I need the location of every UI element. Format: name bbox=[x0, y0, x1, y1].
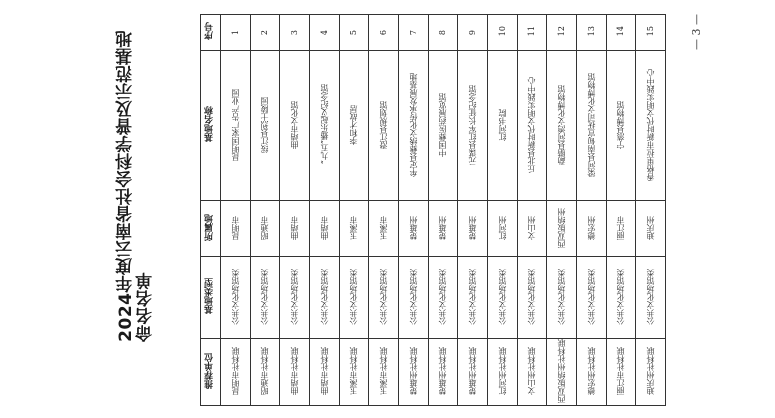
cell-location: 楚雄州 bbox=[398, 201, 428, 257]
row-name bbox=[201, 51, 666, 201]
cell-type: 公共文化场馆类 bbox=[547, 257, 577, 339]
cell-type: 公共文化场馆类 bbox=[517, 257, 547, 339]
cell-location: 曲靖市 bbox=[309, 201, 339, 257]
cell-type: 公共文化场馆类 bbox=[428, 257, 458, 339]
cell-name: 勐腊县河湾文化博物馆 bbox=[547, 51, 577, 201]
cell-name: 澄江县规划馆 bbox=[369, 51, 399, 201]
header-name: 基地名称 bbox=[201, 51, 221, 201]
cell-index: 1 bbox=[221, 15, 251, 51]
cell-recommender: 楚雄州社科联 bbox=[398, 339, 428, 406]
cell-index: 7 bbox=[398, 15, 428, 51]
cell-type: 公共文化场馆类 bbox=[309, 257, 339, 339]
cell-recommender: 西双版纳州社科联 bbox=[547, 339, 577, 406]
cell-location: 昆明市 bbox=[221, 201, 251, 257]
cell-recommender: 昭通市社科联 bbox=[250, 339, 280, 406]
cell-name: 香格里拉市新时代文明实践中心 bbox=[636, 51, 666, 201]
page-number: — 3 — bbox=[690, 14, 703, 50]
header-type: 基地类型 bbox=[201, 257, 221, 339]
cell-type: 公共文化场馆类 bbox=[636, 257, 666, 339]
cell-recommender: 曲靖市社科联 bbox=[309, 339, 339, 406]
cell-name: 绥江县烈士陵园 bbox=[250, 51, 280, 201]
cell-recommender: 玉溪市社科联 bbox=[339, 339, 369, 406]
header-index: 序号 bbox=[201, 15, 221, 51]
cell-type: 公共文化场馆类 bbox=[339, 257, 369, 339]
cell-name: 昆明国家广告产业园 bbox=[221, 51, 251, 201]
cell-index: 15 bbox=[636, 15, 666, 51]
title-line-1: 2024年度云南省社会科学普及示范基地 bbox=[116, 30, 136, 342]
cell-type: 公共文化场馆类 bbox=[487, 257, 517, 339]
cell-index: 5 bbox=[339, 15, 369, 51]
cell-name: 红河书院 bbox=[487, 51, 517, 201]
cell-index: 13 bbox=[576, 15, 606, 51]
cell-index: 3 bbox=[280, 15, 310, 51]
cell-type: 公共文化场馆类 bbox=[250, 257, 280, 339]
cell-location: 文山州 bbox=[517, 201, 547, 257]
cell-location: 德宏州 bbox=[576, 201, 606, 257]
cell-recommender: 昆明市社科联 bbox=[221, 339, 251, 406]
cell-index: 4 bbox=[309, 15, 339, 51]
cell-type: 公共文化场馆类 bbox=[458, 257, 488, 339]
cell-index: 14 bbox=[606, 15, 636, 51]
cell-index: 8 bbox=[428, 15, 458, 51]
cell-index: 11 bbox=[517, 15, 547, 51]
cell-type: 公共文化场馆类 bbox=[576, 257, 606, 339]
cell-recommender: 曲靖市社科联 bbox=[280, 339, 310, 406]
cell-location: 玉溪市 bbox=[369, 201, 399, 257]
cell-recommender: 玉溪市社科联 bbox=[369, 339, 399, 406]
cell-type: 公共文化场馆类 bbox=[221, 257, 251, 339]
base-list-table bbox=[200, 14, 666, 406]
document-title bbox=[116, 30, 156, 342]
cell-name: 梁河县南甸宣抚司文化博物馆 bbox=[576, 51, 606, 201]
cell-location: 楚雄州 bbox=[428, 201, 458, 257]
cell-name: 元谋县红军长征纪念馆 bbox=[458, 51, 488, 201]
cell-name: 李和才故居 bbox=[339, 51, 369, 201]
row-location bbox=[201, 201, 666, 257]
cell-name: 中国彝医药展览馆 bbox=[428, 51, 458, 201]
cell-type: 公共文化场馆类 bbox=[369, 257, 399, 339]
cell-location: 红河州 bbox=[487, 201, 517, 257]
cell-location: 迪庆州 bbox=[636, 201, 666, 257]
cell-location: 楚雄州 bbox=[458, 201, 488, 257]
cell-type: 公共文化场馆类 bbox=[398, 257, 428, 339]
cell-recommender: 楚雄州社科联 bbox=[458, 339, 488, 406]
cell-recommender: 丽江市社科联 bbox=[606, 339, 636, 406]
cell-index: 12 bbox=[547, 15, 577, 51]
cell-location: 昭通市 bbox=[250, 201, 280, 257]
header-recommender: 推荐单位 bbox=[201, 339, 221, 406]
cell-index: 6 bbox=[369, 15, 399, 51]
cell-recommender: 文山州社科联 bbox=[517, 339, 547, 406]
cell-name: “九五”播乐起义纪念馆 bbox=[309, 51, 339, 201]
cell-index: 2 bbox=[250, 15, 280, 51]
cell-location: 西双版纳州 bbox=[547, 201, 577, 257]
base-list-table-wrapper bbox=[200, 14, 666, 403]
cell-index: 10 bbox=[487, 15, 517, 51]
cell-type: 公共文化场馆类 bbox=[280, 257, 310, 339]
cell-recommender: 德宏州社科联 bbox=[576, 339, 606, 406]
cell-recommender: 迪庆州社科联 bbox=[636, 339, 666, 406]
cell-name: 丘北县新时代文明实践中心 bbox=[517, 51, 547, 201]
cell-location: 曲靖市 bbox=[280, 201, 310, 257]
row-type bbox=[201, 257, 666, 339]
header-location: 所属地 bbox=[201, 201, 221, 257]
cell-location: 丽江市 bbox=[606, 201, 636, 257]
cell-name: 宁蒗县博物馆 bbox=[606, 51, 636, 201]
cell-location: 玉溪市 bbox=[339, 201, 369, 257]
cell-type: 公共文化场馆类 bbox=[606, 257, 636, 339]
cell-name: 曲靖市文化馆 bbox=[280, 51, 310, 201]
cell-index: 9 bbox=[458, 15, 488, 51]
row-recommender bbox=[201, 339, 666, 406]
cell-recommender: 红河州社科联 bbox=[487, 339, 517, 406]
cell-recommender: 楚雄州社科联 bbox=[428, 339, 458, 406]
row-index bbox=[201, 15, 666, 51]
title-line-2: 命名名单 bbox=[136, 271, 156, 342]
cell-name: 牟定县彝绣文化传承发展基地 bbox=[398, 51, 428, 201]
